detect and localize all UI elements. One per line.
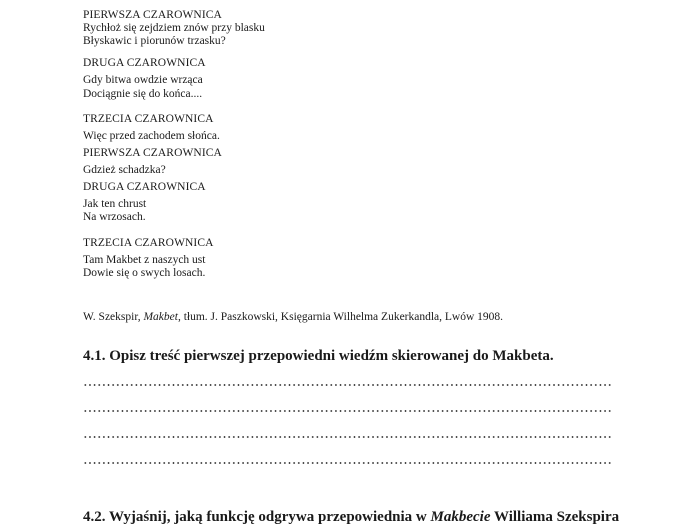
question-4-2-suffix: Williama Szekspira — [490, 509, 620, 525]
speaker-label: DRUGA CZAROWNICA — [83, 57, 206, 69]
source-citation — [83, 311, 503, 324]
citation-details: , tłum. J. Paszkowski, Księgarnia Wilhelma Zukerkandla, Lwów 1908. — [177, 311, 504, 323]
question-4-2 — [83, 508, 619, 526]
answer-line[interactable] — [83, 436, 613, 438]
verse-line: Dociągnie się do końca.... — [83, 88, 203, 100]
speaker-label: PIERWSZA CZAROWNICA — [83, 147, 222, 159]
speaker-label: TRZECIA CZAROWNICA — [83, 113, 214, 125]
verse-line: Dowie się o swych losach. — [83, 267, 206, 279]
verse-line: Gdzież schadzka? — [83, 164, 166, 176]
verse-line: Na wrzosach. — [83, 211, 146, 223]
verse-line: Rychłoż się zejdziem znów przy blasku — [83, 22, 265, 34]
question-4-2-italic: Makbecie — [430, 509, 491, 525]
question-4-2-prefix: 4.2. Wyjaśnij, jaką funkcję odgrywa przepowiednia w — [83, 509, 431, 525]
verse-line: Gdy bitwa owdzie wrząca — [83, 74, 203, 86]
question-4-1: 4.1. Opisz treść pierwszej przepowiedni wiedźm skierowanej do Makbeta. — [83, 348, 554, 364]
verse-line: Tam Makbet z naszych ust — [83, 254, 206, 266]
verse-line: Jak ten chrust — [83, 198, 147, 210]
citation-author: W. Szekspir, — [83, 311, 144, 323]
speaker-label: PIERWSZA CZAROWNICA — [83, 9, 222, 21]
answer-line[interactable] — [83, 462, 613, 464]
answer-line[interactable] — [83, 384, 613, 386]
speaker-label: TRZECIA CZAROWNICA — [83, 237, 214, 249]
answer-line[interactable] — [83, 410, 613, 412]
verse-line: Błyskawic i piorunów trzasku? — [83, 35, 226, 47]
verse-line: Więc przed zachodem słońca. — [83, 130, 220, 142]
speaker-label: DRUGA CZAROWNICA — [83, 181, 206, 193]
citation-title: Makbet — [143, 311, 178, 323]
